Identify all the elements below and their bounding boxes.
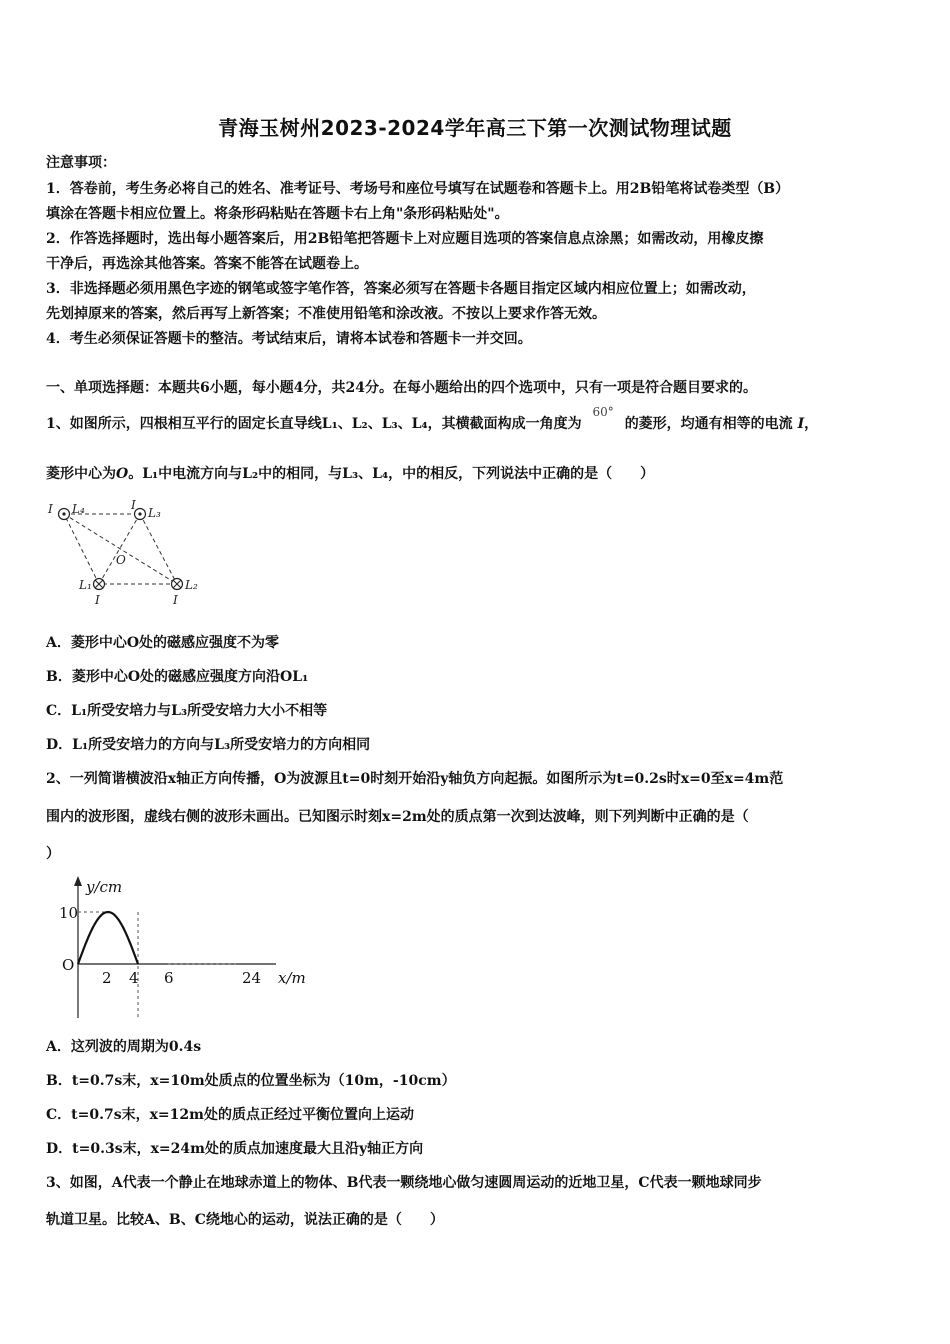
q1-current-var: I (797, 416, 805, 432)
notice-line-4: 干净后，再选涂其他答案。答案不能答在试题卷上。 (46, 256, 368, 272)
q2-wave-graph (56, 872, 316, 1022)
q2-option-c: C．t=0.7s末，x=12m处的质点正经过平衡位置向上运动 (46, 1107, 414, 1123)
notice-line-3: 2．作答选择题时，选出每小题答案后，用2B铅笔把答题卡上对应题目选项的答案信息点涂黑；如需改动，用橡皮擦 (46, 231, 764, 247)
q2-line-1: 2、一列简谐横波沿x轴正方向传播，O为波源且t=0时刻开始沿y轴负方向起振。如图所示为t=0.2s时x=0至x=4m范 (46, 771, 784, 787)
q1-text-a: 1、如图所示，四根相互平行的固定长直导线L₁、L₂、L₃、L₄，其横截面构成一角度为 (46, 416, 582, 432)
q1-rhombus-figure (46, 498, 216, 608)
q2-x-tick-2: 2 (102, 969, 112, 987)
q1-fig-label-i3: I (95, 593, 100, 607)
notice-line-7: 4．考生必须保证答题卡的整洁。考试结束后，请将本试卷和答题卡一并交回。 (46, 331, 532, 347)
q1-text-d: 。L₁中电流方向与L₂中的相同，与L₃、L₄，中的相反，下列说法中正确的是（ ） (128, 466, 655, 482)
q1-fig-label-l3: L₃ (148, 506, 161, 520)
q1-fig-label-l4: L₄ (72, 502, 85, 516)
q3-line-2: 轨道卫星。比较A、B、C绕地心的运动，说法正确的是（ ） (46, 1212, 444, 1228)
notice-heading: 注意事项： (46, 155, 116, 171)
q2-y-arrow (74, 876, 82, 886)
q1-line-1 (46, 405, 819, 433)
q1-center-var: O (116, 466, 129, 482)
q1-fig-label-o: O (116, 553, 126, 567)
q1-line-2 (46, 463, 654, 483)
q1-fig-label-i2: I (131, 498, 136, 512)
q1-text-end: ， (804, 416, 819, 432)
q2-y-tick-10: 10 (59, 904, 79, 922)
notice-line-1: 1．答卷前，考生务必将自己的姓名、准考证号、考场号和座位号填写在试题卷和答题卡上。用2B铅笔将试卷类型（B） (46, 181, 790, 197)
notice-line-5: 3．非选择题必须用黑色字迹的钢笔或签字笔作答，答案必须写在答题卡各题目指定区域内相应位置上；如需改动， (46, 281, 756, 297)
q2-option-a: A．这列波的周期为0.4s (46, 1039, 202, 1055)
q1-fig-label-i1: I (48, 502, 53, 516)
q1-option-d: D．L₁所受安培力的方向与L₃所受安培力的方向相同 (46, 737, 371, 753)
q1-text-b: 的菱形，均通有相等的电流 (624, 416, 793, 432)
notice-line-2: 填涂在答题卡相应位置上。将条形码粘贴在答题卡右上角"条形码粘贴处"。 (46, 206, 509, 222)
q1-text-c: 菱形中心为 (46, 466, 116, 482)
q2-x-tick-6: 6 (164, 969, 174, 987)
q1-option-a: A．菱形中心O处的磁感应强度不为零 (46, 635, 280, 651)
q1-option-b: B．菱形中心O处的磁感应强度方向沿OL₁ (46, 669, 309, 685)
q1-fig-label-l2: L₂ (185, 578, 198, 592)
q2-line-3: ） (46, 846, 60, 862)
q2-x-tick-24: 24 (242, 969, 262, 987)
q1-fig-label-i4: I (173, 593, 178, 607)
q1-option-c: C．L₁所受安培力与L₃所受安培力大小不相等 (46, 703, 328, 719)
q3-line-1: 3、如图，A代表一个静止在地球赤道上的物体、B代表一颗绕地心做匀速圆周运动的近地卫星，C代表一颗地球同步 (46, 1175, 762, 1191)
q2-option-b: B．t=0.7s末，x=10m处质点的位置坐标为（10m，-10cm） (46, 1073, 456, 1089)
q2-line-2: 围内的波形图，虚线右侧的波形未画出。已知图示时刻x=2m处的质点第一次到达波峰，则下列判断中正确的是（ (46, 809, 749, 825)
q1-angle: 60° (592, 405, 614, 419)
q2-option-d: D．t=0.3s末，x=24m处的质点加速度最大且沿y轴正方向 (46, 1141, 424, 1157)
q1-fig-label-l1: L₁ (79, 578, 92, 592)
q2-x-tick-4: 4 (129, 969, 139, 987)
q2-x-axis-label: x/m (278, 969, 306, 987)
page-title: 青海玉树州2023-2024学年高三下第一次测试物理试题 (218, 116, 732, 140)
q2-origin-label: O (62, 956, 75, 974)
q2-waveform (78, 912, 138, 964)
section-heading: 一、单项选择题：本题共6小题，每小题4分，共24分。在每小题给出的四个选项中，只有一项是符合题目要求的。 (46, 380, 757, 396)
q2-y-axis-label: y/cm (86, 878, 123, 896)
notice-line-6: 先划掉原来的答案，然后再写上新答案；不准使用铅笔和涂改液。不按以上要求作答无效。 (46, 306, 606, 322)
